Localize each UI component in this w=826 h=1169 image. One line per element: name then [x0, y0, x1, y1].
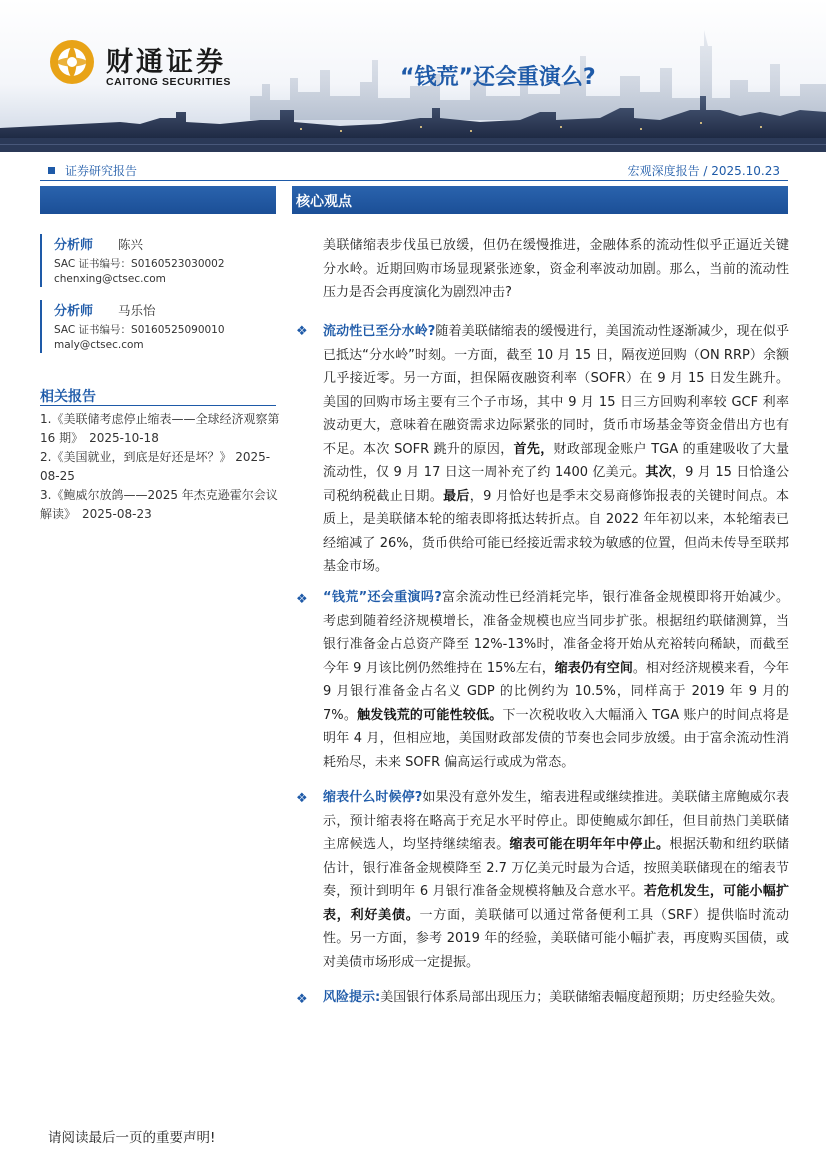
related-reports-heading: 相关报告	[40, 389, 96, 405]
diamond-bullet-icon: ❖	[296, 324, 308, 339]
body-text: 随着美联储缩表的缓慢进行，美国流动性逐渐减少，现在似乎已抵达“分水岭”时刻。一方面，截至 10 月 15 日，隔夜逆回购（ON RRP）余额几乎接近零。另一方面，担保隔夜融资利率（SOFR）在 9 月 15 日发生跳升。美国的回购市场主要有三个子市场，其中 9 月 15 日三方回购利率较 GCF 利率波动更大，意味着在融资需求边际紧张的同时，货币市场基金等资金借出方也有不足。本次 SOFR 跳升的原因，	[323, 324, 789, 457]
emphasis-text: 其次	[645, 465, 672, 480]
caitong-logo-icon	[48, 38, 96, 86]
analyst-email[interactable]: maly@ctsec.com	[54, 339, 144, 351]
report-title: “钱荒”还会重演么?	[400, 65, 596, 90]
analyst-cert: SAC 证书编号：S0160523030002	[54, 258, 225, 270]
body-text: ，9 月 15 日恰逢公司税纳税截止日期。	[323, 465, 789, 504]
emphasis-text: 若危机发生，可能小幅扩表，利好美债。	[323, 884, 789, 923]
related-report-item[interactable]: 3.《鲍威尔放鸽——2025 年杰克逊霍尔会议解读》 2025-08-23	[40, 488, 278, 521]
section-heading: “钱荒”还会重演吗?	[323, 590, 442, 605]
analyst-cert: SAC 证书编号：S0160525090010	[54, 324, 225, 336]
related-report-item[interactable]: 2.《美国就业，到底是好还是坏？》 2025-08-25	[40, 450, 271, 483]
analyst-role: 分析师	[54, 304, 94, 319]
report-type-label: 证券研究报告	[65, 164, 138, 178]
analyst-card	[40, 300, 276, 353]
body-text: 美国银行体系局部出现压力；美联储缩表幅度超预期；历史经验失效。	[380, 990, 784, 1005]
section-liquidity	[323, 320, 789, 579]
section-qt-end	[323, 786, 789, 974]
section-heading: 缩表什么时候停?	[323, 790, 423, 805]
diamond-bullet-icon: ❖	[296, 592, 308, 607]
body-text: 。相对经济规模来看，今年 9 月银行准备金占名义 GDP 的比例约为 10.5%，同样高于 2019 年 9 月的 7%。	[323, 660, 789, 723]
logo-chinese-name: 财通证券	[106, 47, 226, 78]
body-text: 下一次税收收入大幅涌入 TGA 账户的时间点将是明年 4 月，但相应地，美国财政部发债的节奏也会同步放缓。由于富余流动性消耗殆尽，未来 SOFR 偏高运行或成为常态。	[323, 707, 789, 770]
company-logo	[48, 36, 248, 94]
section-risk	[323, 986, 789, 1010]
header-banner	[0, 0, 826, 152]
square-bullet-icon	[48, 167, 55, 174]
core-view-header	[292, 186, 788, 214]
emphasis-text: 最后	[443, 488, 470, 504]
body-text: 如果没有意外发生，缩表进程或继续推进。美联储主席鲍威尔表示，预计缩表将在略高于充足水平时停止。即使鲍威尔卸任，但目前热门美联储主席候选人，均坚持继续缩表。	[323, 790, 789, 852]
report-type	[48, 162, 137, 179]
section-heading: 流动性已至分水岭?	[323, 324, 436, 339]
footer-disclaimer: 请阅读最后一页的重要声明!	[48, 1130, 216, 1146]
emphasis-text: 首先，	[513, 441, 554, 457]
diamond-bullet-icon: ❖	[296, 992, 308, 1007]
diamond-bullet-icon: ❖	[296, 791, 308, 806]
related-reports-divider	[40, 405, 276, 406]
sidebar-header-bar	[40, 186, 276, 214]
emphasis-text: 触发钱荒的可能性较低。	[357, 707, 503, 723]
body-text: ，9 月恰好也是季末交易商修饰报表的关键时间点。本质上，是美联储本轮的缩表即将抵达转折点。自 2022 年年初以来，本轮缩表已经缩减了 26%，货币供给可能已经接近需求较为敏感的位置，但尚未传导至联邦基金市场。	[323, 488, 789, 574]
body-text: 根据沃勒和纽约联储估计，银行准备金规模降至 2.7 万亿美元时最为合适，按照美联储现在的缩表节奏，预计到明年 6 月银行准备金规模将触及合意水平。	[323, 837, 789, 899]
header-divider	[40, 180, 788, 181]
analyst-role: 分析师	[54, 238, 94, 253]
emphasis-text: 缩表仍有空间	[554, 660, 633, 676]
body-text: 一方面，美联储可以通过常备便利工具（SRF）提供临时流动性。另一方面，参考 2019 年的经验，美联储可能小幅扩表，再度购买国债，或对美债市场形成一定提振。	[323, 907, 789, 970]
intro-paragraph: 美联储缩表步伐虽已放缓，但仍在缓慢推进，金融体系的流动性似乎正逼近关键分水岭。近期回购市场显现紧张迹象，资金利率波动加剧。那么，当前的流动性压力是否会再度演化为剧烈冲击?	[323, 238, 789, 300]
related-reports-list	[40, 410, 280, 524]
body-text: 富余流动性已经消耗完毕，银行准备金规模即将开始减少。考虑到随着经济规模增长，准备金规模也应当同步扩张。根据纽约联储测算，当银行准备金占总资产降至 12%-13%时，准备金将开始从充裕转向稀缺，而截至今年 9 月该比例仍然维持在 15%左右，	[323, 590, 789, 676]
body-text: 财政部现金账户 TGA 的重建吸收了大量流动性，仅 9 月 17 日这一周补充了约 1400 亿美元。	[323, 441, 789, 480]
section-money-shortage	[323, 586, 789, 774]
emphasis-text: 缩表可能在明年年中停止。	[509, 837, 670, 852]
logo-english-name: CAITONG SECURITIES	[106, 76, 231, 88]
analyst-name: 马乐怡	[118, 303, 156, 318]
analyst-card	[40, 234, 276, 287]
section-heading: 风险提示:	[323, 990, 381, 1005]
analyst-name: 陈兴	[118, 237, 144, 252]
related-report-item[interactable]: 1.《美联储考虑停止缩表——全球经济观察第 16 期》 2025-10-18	[40, 412, 280, 445]
analyst-email[interactable]: chenxing@ctsec.com	[54, 273, 166, 285]
report-category-date: 宏观深度报告 / 2025.10.23	[627, 164, 780, 178]
core-view-heading: 核心观点	[296, 194, 352, 210]
